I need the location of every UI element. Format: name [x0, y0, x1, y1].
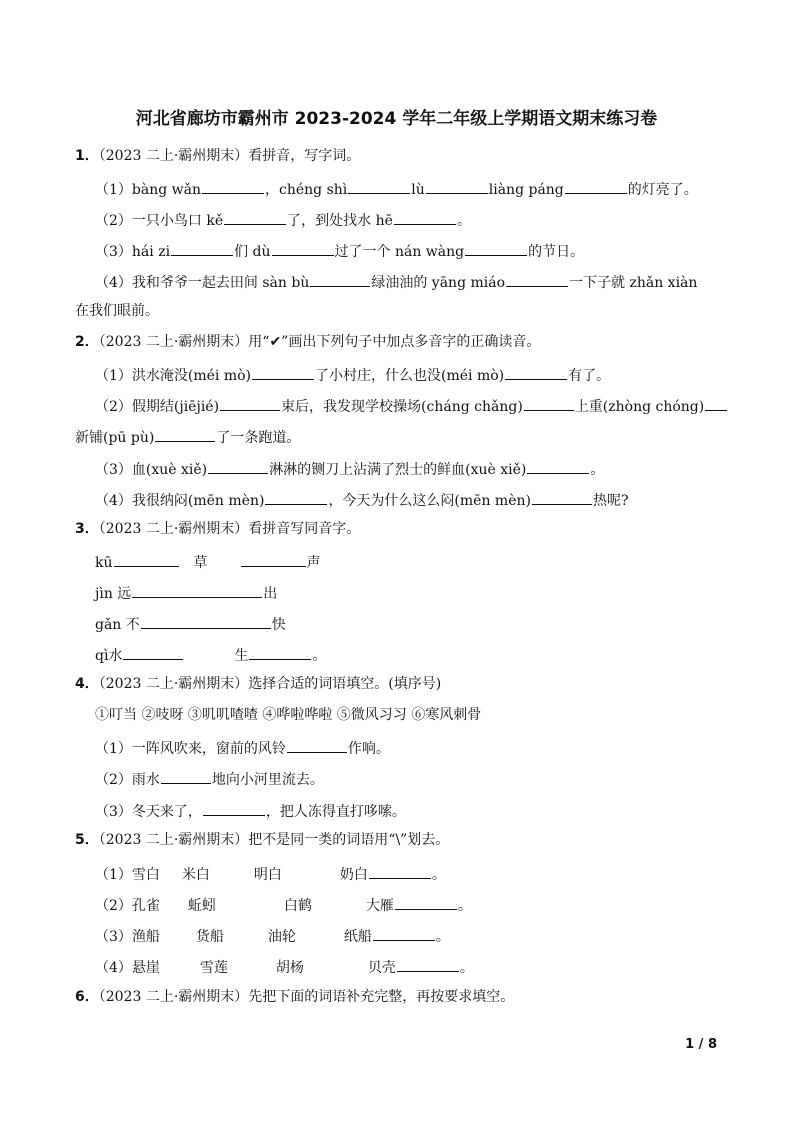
answer-blank[interactable] — [532, 488, 592, 505]
text: 上重(zhòng chóng) — [574, 399, 705, 415]
answer-blank[interactable] — [203, 799, 265, 816]
question-2-line-4 — [95, 457, 604, 480]
text: lù — [411, 182, 425, 198]
answer-blank[interactable] — [265, 488, 327, 505]
question-prompt: 选择合适的词语填空。(填序号) — [248, 676, 442, 692]
answer-blank[interactable] — [565, 177, 627, 194]
question-2-line-3 — [75, 425, 300, 448]
question-2-line-5 — [95, 488, 628, 511]
answer-blank[interactable] — [249, 643, 311, 660]
question-1-line-3 — [95, 239, 584, 262]
answer-blank[interactable] — [287, 736, 347, 753]
text: 快 — [271, 617, 286, 633]
text: （1）bàng wǎn — [95, 182, 201, 198]
text: 了一条跑道。 — [216, 430, 301, 446]
text: 作响。 — [347, 741, 390, 757]
answer-blank[interactable] — [171, 239, 233, 256]
answer-blank[interactable] — [373, 924, 435, 941]
text: gǎn 不 — [95, 617, 140, 633]
question-1-line-4 — [95, 270, 697, 293]
question-source: （2023 二上·霸州期末） — [98, 334, 249, 350]
word: 明白 — [253, 867, 282, 883]
text: 声 — [306, 555, 321, 571]
text: 生 — [234, 648, 249, 664]
word: （3）渔船 — [95, 929, 160, 945]
question-source: （2023 二上·霸州期末） — [98, 148, 249, 164]
text: 们 dù — [234, 244, 271, 260]
answer-blank[interactable] — [705, 394, 727, 411]
question-1-line-5: 在我们眼前。 — [75, 303, 159, 319]
answer-blank[interactable] — [241, 550, 306, 567]
question-3-line-3 — [95, 612, 286, 635]
question-5-row — [95, 955, 474, 978]
word: （2）孔雀 — [95, 898, 160, 914]
text: 。 — [459, 960, 474, 976]
text: kū — [95, 555, 113, 571]
text: （4）我很纳闷(mēn mèn) — [95, 493, 265, 509]
text: 。 — [312, 648, 327, 664]
answer-blank[interactable] — [465, 239, 527, 256]
text: 淋淋的铡刀上沾满了烈士的鲜血(xuè xiě) — [269, 462, 527, 478]
answer-blank[interactable] — [395, 893, 457, 910]
text: 。 — [590, 462, 605, 478]
question-number: 2． — [75, 334, 99, 350]
text: 过了一个 nán wàng — [334, 244, 465, 260]
word: （1）雪白 — [95, 867, 160, 883]
word: 蚯蚓 — [187, 898, 216, 914]
question-4-line-1 — [95, 736, 390, 759]
question-1-line-2 — [95, 208, 471, 231]
word: 米白 — [181, 867, 210, 883]
text: ，把人冻得直打哆嗦。 — [265, 804, 406, 820]
text: 草 — [193, 555, 208, 571]
text: 热呢? — [592, 493, 629, 509]
word: 纸船 — [343, 929, 372, 945]
question-5-row — [95, 893, 472, 916]
answer-blank[interactable] — [397, 955, 459, 972]
question-6-header — [75, 987, 514, 1007]
answer-blank[interactable] — [505, 363, 567, 380]
text: （4）我和爷爷一起去田间 sàn bù — [95, 275, 310, 291]
answer-blank[interactable] — [208, 457, 268, 474]
word: 货船 — [195, 929, 224, 945]
question-4-line-3 — [95, 799, 406, 822]
question-3-header — [75, 519, 360, 539]
text: 。 — [456, 213, 471, 229]
answer-blank[interactable] — [272, 239, 334, 256]
text: 。 — [431, 867, 446, 883]
answer-blank[interactable] — [252, 363, 314, 380]
text: 地向小河里流去。 — [211, 772, 324, 788]
text: （2）雨水 — [95, 772, 160, 788]
question-prompt: 看拼音写同音字。 — [248, 521, 361, 537]
question-4-options: ①叮当 ②吱呀 ③叽叽喳喳 ④哗啦哗啦 ⑤微风习习 ⑥寒风刺骨 — [95, 707, 482, 723]
text: 了，到处找水 hē — [287, 213, 393, 229]
question-2-line-1 — [95, 363, 610, 386]
word: 奶白 — [339, 867, 368, 883]
question-prompt: 先把下面的词语补充完整，再按要求填空。 — [248, 989, 515, 1005]
question-source: （2023 二上·霸州期末） — [98, 521, 249, 537]
answer-blank[interactable] — [224, 208, 286, 225]
text: 出 — [263, 586, 278, 602]
text: 新铺(pū pù) — [75, 430, 155, 446]
question-5-row — [95, 862, 446, 885]
text: qì水 — [95, 648, 123, 664]
text: 的节日。 — [528, 244, 585, 260]
answer-blank[interactable] — [310, 270, 370, 287]
text: （3）冬天来了， — [95, 804, 202, 820]
text: 绿油油的 yāng miáo — [371, 275, 506, 291]
text: （1）一阵风吹来，窗前的风铃 — [95, 741, 286, 757]
question-2-header — [75, 332, 540, 352]
text: ，今天为什么这么闷(mēn mèn) — [328, 493, 531, 509]
question-1-line-1 — [95, 177, 698, 200]
text: （3）血(xuè xiě) — [95, 462, 208, 478]
question-number: 4． — [75, 676, 99, 692]
question-number: 6． — [75, 989, 99, 1005]
question-prompt: 看拼音，写字词。 — [248, 148, 361, 164]
question-3-line-2 — [95, 581, 277, 604]
answer-blank[interactable] — [202, 177, 264, 194]
text: （3）hái zi — [95, 244, 171, 260]
word: 胡杨 — [275, 960, 304, 976]
text: （2）一只小鸟口 kě — [95, 213, 224, 229]
word: 白鹤 — [283, 898, 312, 914]
answer-blank[interactable] — [141, 612, 271, 629]
text: 。 — [435, 929, 450, 945]
answer-blank[interactable] — [506, 270, 568, 287]
question-2-line-2 — [95, 394, 728, 417]
answer-blank[interactable] — [161, 767, 211, 784]
answer-blank[interactable] — [220, 394, 280, 411]
text: jìn 远 — [95, 586, 132, 602]
question-3-line-1 — [95, 550, 321, 573]
text: ，chéng shì — [265, 182, 348, 198]
question-number: 1． — [75, 148, 99, 164]
question-1-header — [75, 146, 360, 166]
answer-blank[interactable] — [123, 643, 183, 660]
word: 油轮 — [267, 929, 296, 945]
text: 束后，我发现学校操场(cháng chǎng) — [281, 399, 523, 415]
answer-blank[interactable] — [155, 425, 215, 442]
question-number: 5． — [75, 832, 99, 848]
answer-blank[interactable] — [348, 177, 410, 194]
answer-blank[interactable] — [369, 862, 431, 879]
text: 有了。 — [568, 368, 611, 384]
answer-blank[interactable] — [527, 457, 589, 474]
question-4-line-2 — [95, 767, 324, 790]
text: 了小村庄，什么也没(méi mò) — [315, 368, 505, 384]
question-source: （2023 二上·霸州期末） — [98, 676, 249, 692]
word: 贝壳 — [367, 960, 396, 976]
question-3-line-4 — [95, 643, 326, 666]
word: （4）悬崖 — [95, 960, 160, 976]
question-number: 3． — [75, 521, 99, 537]
text: 一下子就 zhǎn xiàn — [569, 275, 698, 291]
word: 雪莲 — [199, 960, 228, 976]
text: liàng páng — [488, 182, 564, 198]
answer-blank[interactable] — [114, 550, 179, 567]
page-number: 1 / 8 — [685, 1037, 717, 1052]
answer-blank[interactable] — [524, 394, 574, 411]
question-prompt: 用“✔”画出下列句子中加点多音字的正确读音。 — [248, 334, 541, 350]
answer-blank[interactable] — [132, 581, 262, 598]
text: （2）假期结(jiējié) — [95, 399, 220, 415]
question-source: （2023 二上·霸州期末） — [98, 832, 249, 848]
text: 的灯亮了。 — [627, 182, 698, 198]
question-source: （2023 二上·霸州期末） — [98, 989, 249, 1005]
question-5-row — [95, 924, 450, 947]
answer-blank[interactable] — [394, 208, 456, 225]
answer-blank[interactable] — [426, 177, 488, 194]
text: 。 — [457, 898, 472, 914]
word: 大雁 — [365, 898, 394, 914]
page-title: 河北省廊坊市霸州市 2023-2024 学年二年级上学期语文期末练习卷 — [135, 109, 658, 129]
question-prompt: 把不是同一类的词语用“\”划去。 — [248, 832, 450, 848]
question-4-header — [75, 674, 441, 694]
text: （1）洪水淹没(méi mò) — [95, 368, 252, 384]
question-5-header — [75, 830, 449, 850]
